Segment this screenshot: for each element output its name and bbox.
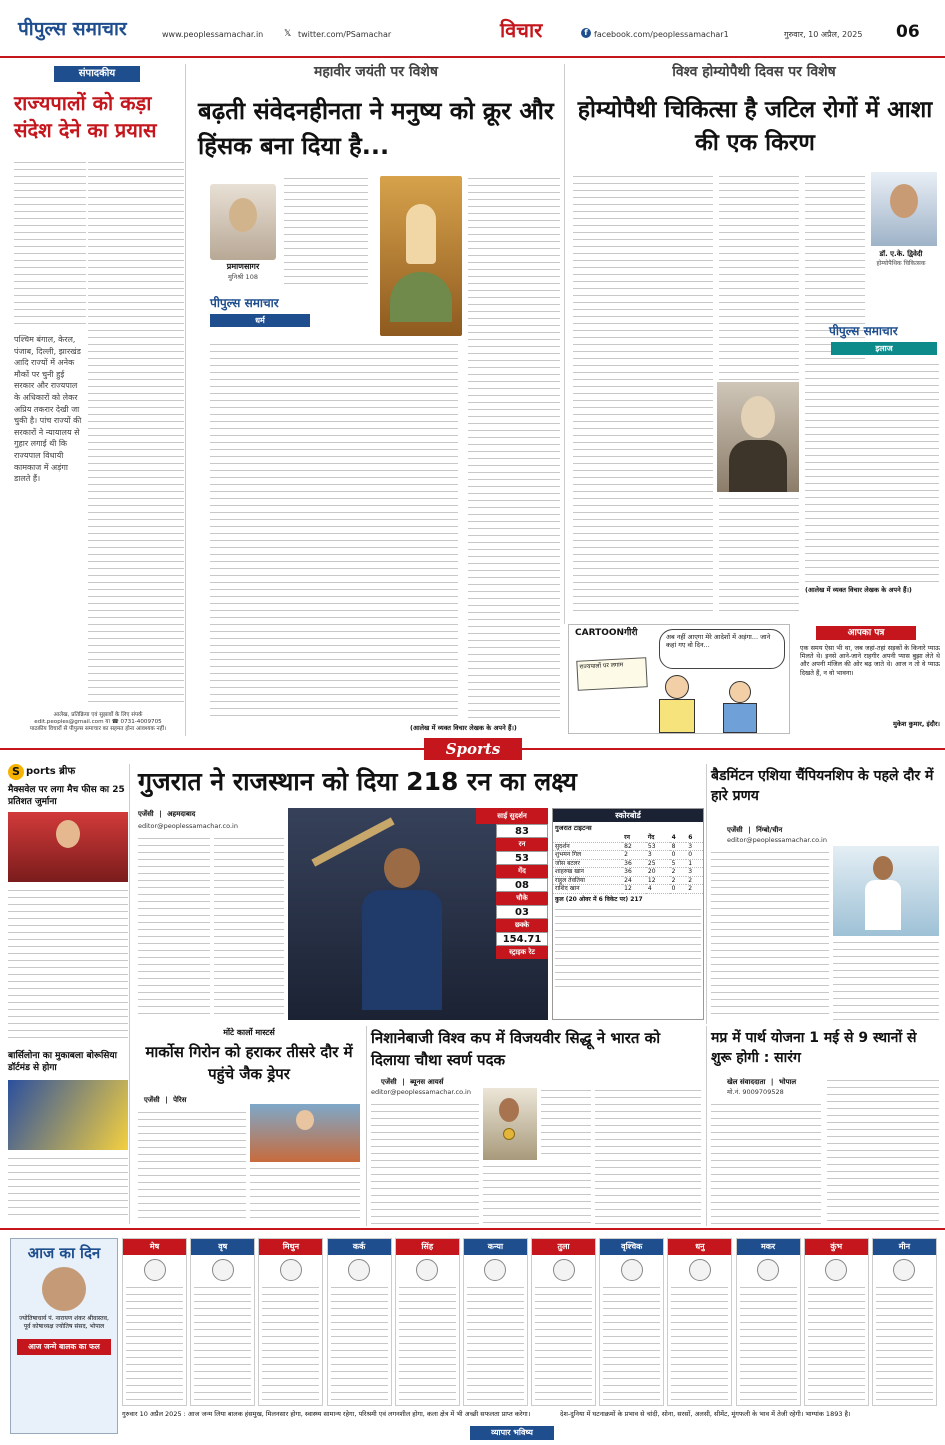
scoreboard-cell: 2 — [670, 876, 687, 885]
mp-body-col2 — [827, 1078, 939, 1224]
stat-label: गेंद — [496, 865, 548, 878]
maxwell-photo — [8, 812, 128, 882]
scoreboard-cell: राहुल तेवतिया — [553, 876, 622, 885]
author-photo — [210, 184, 276, 260]
scoreboard-bowling — [555, 907, 701, 987]
tennis-byline: एजेंसी | पेरिस — [144, 1096, 187, 1104]
masthead-logo: पीपुल्स समाचार — [18, 18, 127, 40]
editorial-footer — [12, 712, 184, 733]
mp-dateline: भोपाल — [778, 1078, 797, 1086]
homeo-section-tag: इलाज — [831, 342, 937, 355]
badminton-article — [706, 764, 942, 1024]
editorial-label: संपादकीय — [54, 66, 140, 82]
x-icon: 𝕏 — [284, 29, 292, 39]
scoreboard-cell: 12 — [622, 885, 646, 894]
editorial-sidebar-quote: पश्चिम बंगाल, केरल, पंजाब, दिल्ली, झारखंड आदि राज्यों में अनेक मौकों पर चुनी हुई सरकार और राज्यपाल के अधिकारों को लेकर अप्रिय तकरार देखी जा चुकी है। पांच राज्यों की सरकारों ने न्यायालय से गुहार लगाई थी कि राज्यपाल विधायी कामकाज में अड़ंगा डालते हैं। — [14, 335, 82, 484]
cricket-body-col2 — [214, 836, 284, 1018]
zodiac-prediction-text — [331, 1285, 388, 1403]
sports-banner: Sports — [424, 738, 522, 760]
scoreboard-cell: 82 — [622, 842, 646, 851]
zodiac-sign-name: मकर — [737, 1239, 800, 1255]
zodiac-sign-name: मेष — [123, 1239, 186, 1255]
birthday-text: गुरुवार 10 अप्रैल 2025 : आज जन्म लिया बालक हंसमुख, मिलनसार होगा, स्वास्थ्य सामान्य रहेगा, परिश्रमी एवं लगनशील होगा, कला क्षेत्र में भी अच्छी सफलता प्राप्त करेगा। — [122, 1410, 531, 1418]
scoreboard-header — [553, 834, 703, 842]
editorial-footer-line1: आलेख, प्रतिक्रिया एवं सुझावों के लिए संपर्क — [53, 712, 143, 718]
homeo-author-name: डॉ. ए.के. द्विवेदी — [879, 250, 923, 258]
mahavir-illustration — [380, 176, 462, 336]
scoreboard-cell: 2 — [686, 876, 703, 885]
scoreboard-row — [553, 859, 703, 868]
tennis-dateline: पेरिस — [173, 1096, 187, 1104]
tennis-body-col2 — [250, 1166, 360, 1224]
shooting-body-col3 — [595, 1088, 701, 1224]
zodiac-sign-box — [531, 1238, 596, 1406]
business-text: देश-दुनिया में घटनाक्रमों के प्रभाव से चांदी, सोना, सरसों, अलसी, सीमेंट, मूंगफली के भाव में तेजी रहेगी। भाग्यांक 1893 है। — [560, 1410, 851, 1418]
zodiac-symbol-icon — [212, 1259, 234, 1281]
cartoon-speech-bubble: अब नहीं आएगा मेरे आदेशों में अड़ंगा... जाने कहां गए वो दिन... — [659, 629, 785, 669]
mahavir-body-main — [210, 342, 458, 722]
masthead-website[interactable]: www.peoplessamachar.in — [162, 30, 264, 39]
scoreboard-cell: शुभमन गिल — [553, 851, 622, 860]
scoreboard-cell: 53 — [646, 842, 670, 851]
section-title: विचार — [500, 18, 543, 42]
zodiac-sign-name: कर्क — [328, 1239, 391, 1255]
editorial-footer-line3: पाठकीय विचारों से पीपुल्स समाचार का सहमत होना आवश्यक नहीं। — [29, 725, 167, 732]
stat-value: 154.71 — [496, 932, 548, 946]
scoreboard-total: कुल (20 ओवर में 6 विकेट पर) 217 — [555, 895, 643, 903]
stats-list — [496, 824, 548, 959]
cricket-byline: एजेंसी | अहमदाबाद — [138, 810, 196, 818]
masthead — [0, 0, 945, 58]
homeo-body-col4 — [805, 362, 939, 584]
zodiac-symbol-icon — [484, 1259, 506, 1281]
scoreboard-cell: 0 — [686, 851, 703, 860]
zodiac-symbol-icon — [689, 1259, 711, 1281]
scoreboard-cell: 4 — [646, 885, 670, 894]
scoreboard-row — [553, 868, 703, 877]
shooting-byline-agency: एजेंसी — [381, 1078, 397, 1086]
hahnemann-portrait — [717, 382, 799, 492]
letters-box — [796, 624, 942, 734]
tennis-headline: मार्कोस गिरोन को हराकर तीसरे दौर में पहुंचे जैक ड्रेपर — [145, 1043, 353, 1083]
scoreboard-cell: 2 — [670, 868, 687, 877]
scoreboard-cell: सुदर्शन — [553, 842, 622, 851]
cricket-body-col1 — [138, 836, 210, 1018]
editorial-body-left — [14, 160, 86, 328]
zodiac-prediction-text — [467, 1285, 524, 1403]
scoreboard-cell: 20 — [646, 868, 670, 877]
barcelona-photo — [8, 1080, 128, 1150]
badminton-body-col1 — [711, 850, 829, 1020]
mp-phone: मो.नं. 9009709528 — [727, 1088, 784, 1096]
zodiac-symbol-icon — [893, 1259, 915, 1281]
mp-article — [706, 1026, 942, 1226]
zodiac-sign-box — [190, 1238, 255, 1406]
tennis-byline-agency: एजेंसी — [144, 1096, 160, 1104]
zodiac-sign-name: तुला — [532, 1239, 595, 1255]
badminton-headline: बैडमिंटन एशिया चैंपियनशिप के पहले दौर में हारे प्रणय — [711, 768, 934, 805]
stat-label: छक्के — [496, 919, 548, 932]
zodiac-prediction-text — [535, 1285, 592, 1403]
scoreboard-row — [553, 842, 703, 851]
cartoon-figure2-body — [723, 703, 757, 733]
mahavir-article — [190, 64, 562, 736]
scoreboard-cell: 2 — [622, 851, 646, 860]
badminton-byline-agency: एजेंसी — [727, 826, 743, 834]
mahavir-author-title: मुनिश्री 108 — [228, 273, 258, 281]
scoreboard-cell: 36 — [622, 868, 646, 877]
shooting-dateline: ब्यूनस आयर्स — [410, 1078, 444, 1086]
zodiac-prediction-text — [603, 1285, 660, 1403]
business-label: व्यापार भविष्य — [470, 1426, 554, 1440]
zodiac-sign-box — [872, 1238, 937, 1406]
shooting-body-col1 — [371, 1102, 479, 1224]
mahavir-brand: पीपुल्स समाचार — [210, 296, 279, 310]
homeo-article — [564, 64, 942, 624]
scoreboard-cell: 36 — [622, 859, 646, 868]
sports-brief-label: ports ब्रीफ — [26, 766, 76, 777]
scoreboard-team: गुजरात टाइटन्स — [555, 824, 592, 832]
zodiac-sign-box — [736, 1238, 801, 1406]
sports-brief-headline: मैक्सवेल पर लगा मैच फीस का 25 प्रतिशत जुर्माना — [8, 785, 125, 808]
scoreboard-cell: 0 — [670, 885, 687, 894]
zodiac-sign-box — [258, 1238, 323, 1406]
zodiac-sign-name: कुंभ — [805, 1239, 868, 1255]
shooting-body-col2b — [541, 1088, 591, 1160]
scoreboard-cell: 5 — [670, 859, 687, 868]
zodiac-prediction-text — [399, 1285, 456, 1403]
scoreboard-table — [553, 834, 703, 894]
badminton-dateline: निंग्बो/चीन — [756, 826, 783, 834]
scoreboard-col-batter — [553, 834, 622, 842]
sports-banner-row — [0, 738, 945, 760]
zodiac-sign-name: धनु — [668, 1239, 731, 1255]
zodiac-symbol-icon — [144, 1259, 166, 1281]
sports-s-icon: S — [8, 764, 24, 780]
mp-byline: खेल संवाददाता | भोपाल — [727, 1078, 797, 1086]
scoreboard-cell: राशिद खान — [553, 885, 622, 894]
zodiac-prediction-text — [262, 1285, 319, 1403]
scoreboard-row — [553, 876, 703, 885]
sports-brief-column — [6, 764, 130, 1224]
shooting-email[interactable]: editor@peoplessamachar.co.in — [371, 1088, 471, 1096]
mahavir-author-name: प्रमाणसागर — [226, 262, 260, 271]
player-stats-panel — [496, 808, 548, 1020]
homeo-footnote: (आलेख में व्यक्त विचार लेखक के अपने हैं।) — [805, 586, 912, 594]
facebook-icon: f — [581, 28, 591, 38]
zodiac-sign-box — [395, 1238, 460, 1406]
masthead-facebook[interactable]: facebook.com/peoplessamachar1 — [594, 30, 729, 39]
zodiac-sign-box — [599, 1238, 664, 1406]
masthead-date: गुरुवार, 10 अप्रैल, 2025 — [784, 30, 863, 39]
scoreboard-cell: शाहरुख खान — [553, 868, 622, 877]
zodiac-symbol-icon — [348, 1259, 370, 1281]
zodiac-sign-name: सिंह — [396, 1239, 459, 1255]
zodiac-sign-box — [804, 1238, 869, 1406]
scoreboard-row — [553, 851, 703, 860]
masthead-twitter[interactable]: twitter.com/PSamachar — [298, 30, 392, 39]
astrologer-photo — [42, 1267, 86, 1311]
mahavir-body-col1 — [284, 176, 368, 288]
stat-label: स्ट्राइक रेट — [496, 946, 548, 959]
scoreboard-cell: 2 — [686, 885, 703, 894]
zodiac-sign-box — [122, 1238, 187, 1406]
zodiac-sign-box — [463, 1238, 528, 1406]
shooting-body-col2 — [483, 1164, 591, 1224]
letters-text: एक समय ऐसा भी था, जब जहां-तहां सड़कों के किनारे प्याऊ मिलते थे। इनसे आने-जाने राहगीर अपनी प्यास बुझा लेते थे और अपनी मंजिल की ओर बढ़ जाते थे। आज न तो वे प्याऊ दिखते हैं, न वो भावना। — [800, 644, 940, 677]
homeo-author-photo — [871, 172, 937, 246]
zodiac-signs-row — [122, 1238, 940, 1406]
cricket-email[interactable]: editor@peoplessamachar.co.in — [138, 822, 238, 830]
zodiac-symbol-icon — [553, 1259, 575, 1281]
cricket-article — [134, 764, 704, 1024]
cartoon-newspaper-sign: राज्यपालों पर लगाम — [576, 657, 647, 691]
zodiac-prediction-text — [671, 1285, 728, 1403]
mahavir-footnote: (आलेख में व्यक्त विचार लेखक के अपने हैं।) — [410, 724, 517, 732]
editorial-footer-line2[interactable]: edit.peoples@gmail.com या ☎ 0731-4009705 — [34, 718, 162, 725]
cartoon-figure-head — [665, 675, 689, 699]
editorial-body — [88, 160, 184, 705]
letters-label: आपका पत्र — [816, 626, 916, 640]
cartoon-label: CARTOONगीरी — [575, 628, 638, 638]
mp-headline: मप्र में पार्थ योजना 1 मई से 9 स्थानों से शुरू होगी : सारंग — [711, 1030, 917, 1067]
tennis-kicker: मोंटे कार्लो मास्टर्स — [223, 1028, 275, 1037]
scoreboard-cell: 24 — [622, 876, 646, 885]
horoscope-section — [0, 1228, 945, 1445]
shooting-headline: निशानेबाजी विश्व कप में विजयवीर सिद्धू ने भारत को दिलाया चौथा स्वर्ण पदक — [371, 1029, 661, 1069]
homeo-author-title: होम्योपैथिक चिकित्सक — [876, 260, 926, 267]
page-number: 06 — [896, 22, 920, 42]
zodiac-symbol-icon — [621, 1259, 643, 1281]
horoscope-title: आज का दिन — [27, 1244, 101, 1262]
stat-value: 83 — [496, 824, 548, 838]
zodiac-prediction-text — [808, 1285, 865, 1403]
zodiac-prediction-text — [126, 1285, 183, 1403]
stat-value: 03 — [496, 905, 548, 919]
scoreboard-body — [553, 842, 703, 893]
editorial-column — [6, 64, 186, 736]
draper-photo — [250, 1104, 360, 1162]
shooting-article — [366, 1026, 704, 1226]
shooting-byline: एजेंसी | ब्यूनस आयर्स — [381, 1078, 444, 1086]
scoreboard-cell: 8 — [670, 842, 687, 851]
mahavir-body-col4 — [468, 176, 560, 721]
zodiac-symbol-icon — [416, 1259, 438, 1281]
scoreboard-col-header: रन — [622, 834, 646, 842]
zodiac-sign-name: मीन — [873, 1239, 936, 1255]
zodiac-sign-name: कन्या — [464, 1239, 527, 1255]
homeo-headline: होम्योपैथी चिकित्सा है जटिल रोगों में आशा की एक किरण — [577, 97, 933, 157]
zodiac-sign-name: मिथुन — [259, 1239, 322, 1255]
sidhu-photo — [483, 1088, 537, 1160]
scoreboard — [552, 808, 704, 1020]
scoreboard-col-header: गेंद — [646, 834, 670, 842]
scoreboard-cell: 0 — [670, 851, 687, 860]
tennis-article — [134, 1026, 364, 1226]
badminton-byline: एजेंसी | निंग्बो/चीन — [727, 826, 783, 834]
cartoon-figure-body — [659, 699, 695, 733]
birthday-label: आज जन्मे बालक का फल — [17, 1339, 111, 1355]
zodiac-symbol-icon — [280, 1259, 302, 1281]
cricket-dateline: अहमदाबाद — [167, 810, 196, 818]
scoreboard-cell: 25 — [646, 859, 670, 868]
badminton-email[interactable]: editor@peoplessamachar.co.in — [727, 836, 827, 844]
zodiac-sign-name: वृष — [191, 1239, 254, 1255]
zodiac-symbol-icon — [825, 1259, 847, 1281]
prannoy-photo — [833, 846, 939, 936]
mahavir-section-tag: धर्म — [210, 314, 310, 327]
zodiac-symbol-icon — [757, 1259, 779, 1281]
mp-byline-agency: खेल संवाददाता — [727, 1078, 766, 1086]
scoreboard-cell: 1 — [686, 859, 703, 868]
homeo-brand: पीपुल्स समाचार — [829, 324, 898, 338]
scoreboard-cell: 12 — [646, 876, 670, 885]
horoscope-title-box — [10, 1238, 118, 1434]
scoreboard-label: स्कोरबोर्ड — [553, 809, 703, 822]
zodiac-sign-box — [667, 1238, 732, 1406]
stat-value: 53 — [496, 851, 548, 865]
scoreboard-cell: 3 — [646, 851, 670, 860]
mahavir-headline: बढ़ती संवेदनहीनता ने मनुष्य को क्रूर और हिंसक बना दिया है... — [198, 97, 554, 160]
scoreboard-cell: 3 — [686, 842, 703, 851]
homeo-kicker: विश्व होम्योपैथी दिवस पर विशेष — [672, 64, 836, 80]
player-name: साई सुदर्शन — [476, 808, 548, 824]
stat-label: रन — [496, 838, 548, 851]
cartoon-box — [568, 624, 790, 734]
sports-brief-body — [8, 888, 128, 1038]
letters-signature: मुकेश कुमार, इंदौर। — [893, 720, 940, 728]
homeo-body-col1 — [573, 174, 713, 614]
zodiac-sign-box — [327, 1238, 392, 1406]
zodiac-prediction-text — [876, 1285, 933, 1403]
cartoon-figure2-head — [729, 681, 751, 703]
mp-body-col1 — [711, 1102, 821, 1224]
stat-label: चौके — [496, 892, 548, 905]
sports-brief2-headline: बार्सिलोना का मुकाबला बोरूसिया डॉर्टमंड से होगा — [8, 1051, 117, 1074]
sports-brief2-body — [8, 1156, 128, 1220]
scoreboard-cell: 3 — [686, 868, 703, 877]
cricket-byline-agency: एजेंसी — [138, 810, 154, 818]
badminton-body-col2 — [833, 940, 939, 1020]
scoreboard-col-header: 6 — [686, 834, 703, 842]
zodiac-sign-name: वृश्चिक — [600, 1239, 663, 1255]
zodiac-prediction-text — [740, 1285, 797, 1403]
mahavir-kicker: महावीर जयंती पर विशेष — [313, 64, 438, 80]
astrologer-name: ज्योतिषाचार्य पं. नारायण शंकर श्रीवास्तव, पूर्व कोषाध्यक्ष ज्योतिष संसद, भोपाल — [19, 1315, 109, 1331]
scoreboard-cell: जोस बटलर — [553, 859, 622, 868]
tennis-body-col1 — [138, 1110, 246, 1224]
scoreboard-row — [553, 885, 703, 894]
cricket-headline: गुजरात ने राजस्थान को दिया 218 रन का लक्ष्य — [138, 767, 577, 796]
stat-value: 08 — [496, 878, 548, 892]
zodiac-prediction-text — [194, 1285, 251, 1403]
editorial-headline: राज्यपालों को कड़ा संदेश देने का प्रयास — [14, 91, 157, 142]
scoreboard-col-header: 4 — [670, 834, 687, 842]
